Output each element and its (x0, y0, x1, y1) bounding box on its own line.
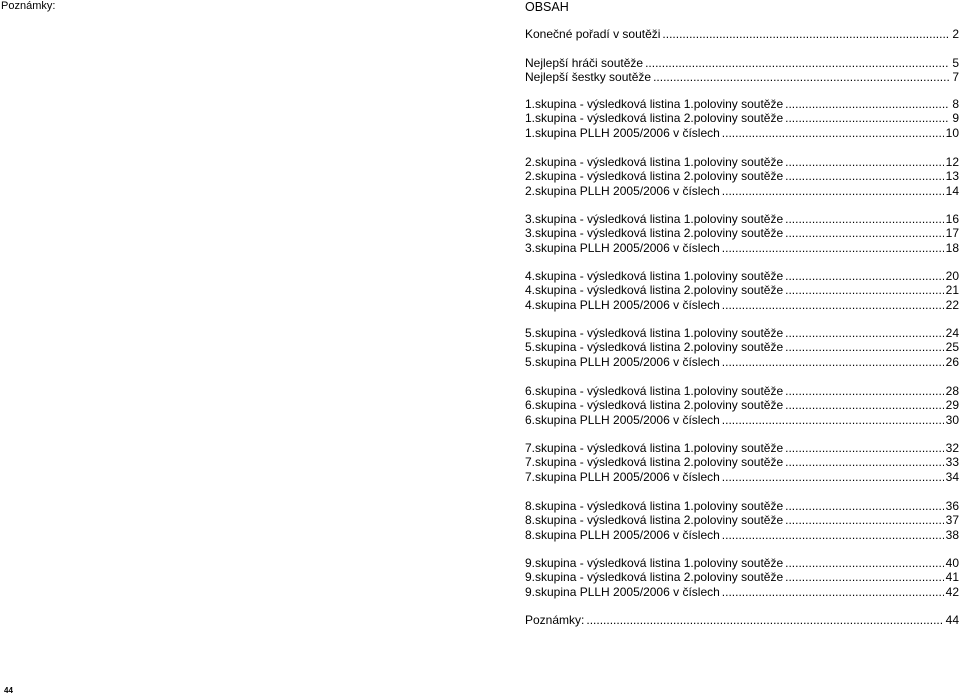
toc-entry-page: 13 (945, 169, 959, 184)
toc-entry-page: 42 (945, 584, 959, 599)
toc-entry-label: 8.skupina - výsledková listina 1.poloviny soutěže (525, 499, 784, 513)
toc-entry[interactable] (525, 556, 959, 570)
toc-entry-page: 29 (945, 398, 959, 413)
toc-leader-dots (662, 27, 949, 41)
toc-entry-label: 2.skupina - výsledková listina 2.poloviny soutěže (525, 169, 784, 184)
toc-entry-label: 6.skupina - výsledková listina 2.poloviny soutěže (525, 398, 784, 413)
toc-entry-label: 4.skupina - výsledková listina 1.poloviny soutěže (525, 269, 784, 283)
notes-label: Poznámky: (1, 0, 56, 12)
toc-entry-page: 21 (945, 283, 959, 298)
toc-entry-label: 2.skupina PLLH 2005/2006 v číslech (525, 183, 720, 198)
toc-entry-label: 4.skupina PLLH 2005/2006 v číslech (525, 297, 720, 312)
toc-entry[interactable] (525, 70, 959, 84)
toc-entry-label: 1.skupina PLLH 2005/2006 v číslech (525, 125, 720, 140)
toc-entry[interactable] (525, 241, 959, 255)
toc-entry[interactable] (525, 169, 959, 183)
toc-title: OBSAH (525, 0, 569, 14)
toc-entry-page: 36 (945, 499, 959, 513)
toc-entry[interactable] (525, 499, 959, 513)
toc-leader-dots (785, 226, 944, 240)
toc-entry-page: 30 (945, 412, 959, 427)
toc-entry[interactable] (525, 355, 959, 369)
toc-entry[interactable] (525, 585, 959, 599)
toc-leader-dots (785, 169, 944, 183)
toc-entry-label: 3.skupina PLLH 2005/2006 v číslech (525, 240, 720, 255)
toc-entry-label: 9.skupina - výsledková listina 2.poloviny soutěže (525, 570, 784, 585)
toc-leader-dots (722, 528, 944, 542)
toc-entry-page: 33 (945, 455, 959, 470)
toc-entry[interactable] (525, 528, 959, 542)
toc-entry[interactable] (525, 326, 959, 340)
toc-entry-page: 37 (945, 513, 959, 528)
toc-entry-label: 6.skupina - výsledková listina 1.poloviny soutěže (525, 384, 784, 398)
toc-entry[interactable] (525, 613, 959, 627)
toc-entry[interactable] (525, 298, 959, 312)
toc-leader-dots (785, 111, 949, 125)
toc-entry[interactable] (525, 470, 959, 484)
toc-entry[interactable] (525, 27, 959, 41)
toc-entry-page: 7 (952, 70, 959, 85)
toc-entry-label: 5.skupina - výsledková listina 1.poloviny soutěže (525, 326, 784, 340)
toc-leader-dots (722, 585, 944, 599)
toc-entry-page: 17 (945, 226, 959, 241)
toc-entry[interactable] (525, 441, 959, 455)
toc-entry[interactable] (525, 184, 959, 198)
toc-entry-label: Nejlepší šestky soutěže (525, 70, 652, 85)
toc-leader-dots (785, 499, 944, 513)
toc-leader-dots (785, 212, 944, 226)
toc-entry-page: 2 (952, 27, 959, 41)
toc-entry-page: 40 (945, 556, 959, 570)
toc-entry[interactable] (525, 126, 959, 140)
toc-entry[interactable] (525, 513, 959, 527)
toc-entry-label: 8.skupina PLLH 2005/2006 v číslech (525, 527, 720, 542)
toc-leader-dots (586, 613, 943, 627)
toc-leader-dots (785, 384, 944, 398)
toc-entry-page: 14 (945, 183, 959, 198)
toc-entry-label: 7.skupina PLLH 2005/2006 v číslech (525, 469, 720, 484)
toc-entry-label: 5.skupina PLLH 2005/2006 v číslech (525, 354, 720, 369)
toc-entry-page: 44 (945, 613, 959, 627)
toc-leader-dots (722, 470, 944, 484)
toc-entry-page: 8 (952, 97, 959, 111)
toc-entry-page: 18 (945, 240, 959, 255)
toc-entry-label: 9.skupina PLLH 2005/2006 v číslech (525, 584, 720, 599)
toc-entry[interactable] (525, 340, 959, 354)
toc-entry-page: 22 (945, 297, 959, 312)
toc-entry-label: 1.skupina - výsledková listina 2.poloviny soutěže (525, 111, 784, 126)
toc-entry-label: 7.skupina - výsledková listina 2.poloviny soutěže (525, 455, 784, 470)
toc-leader-dots (645, 56, 949, 70)
toc-entry-label: 7.skupina - výsledková listina 1.poloviny soutěže (525, 441, 784, 455)
page-number: 44 (4, 686, 13, 695)
toc-entry-page: 25 (945, 340, 959, 355)
toc-leader-dots (722, 413, 944, 427)
toc-entry-page: 20 (945, 269, 959, 283)
toc-leader-dots (785, 398, 944, 412)
toc-entry-page: 34 (945, 469, 959, 484)
toc-leader-dots (722, 241, 944, 255)
toc-entry[interactable] (525, 111, 959, 125)
toc-entry-label: 4.skupina - výsledková listina 2.poloviny soutěže (525, 283, 784, 298)
toc-entry-label: 3.skupina - výsledková listina 2.poloviny soutěže (525, 226, 784, 241)
toc-leader-dots (785, 269, 944, 283)
toc-entry[interactable] (525, 398, 959, 412)
toc-entry-page: 24 (945, 326, 959, 340)
toc-leader-dots (785, 283, 944, 297)
toc-entry-label: Poznámky: (525, 613, 585, 627)
toc-entry-page: 9 (952, 111, 959, 126)
toc-entry-label: 5.skupina - výsledková listina 2.poloviny soutěže (525, 340, 784, 355)
toc-leader-dots (722, 355, 944, 369)
toc-leader-dots (785, 155, 944, 169)
toc-entry-label: 2.skupina - výsledková listina 1.poloviny soutěže (525, 155, 784, 169)
toc-entry-label: Konečné pořadí v soutěži (525, 27, 661, 41)
toc-entry-page: 10 (945, 125, 959, 140)
toc-entry-page: 38 (945, 527, 959, 542)
toc-leader-dots (785, 556, 944, 570)
toc-entry-label: 6.skupina PLLH 2005/2006 v číslech (525, 412, 720, 427)
toc-leader-dots (653, 70, 949, 84)
toc-entry-page: 41 (945, 570, 959, 585)
toc-entry-label: 1.skupina - výsledková listina 1.poloviny soutěže (525, 97, 784, 111)
toc-entry-label: 3.skupina - výsledková listina 1.poloviny soutěže (525, 212, 784, 226)
toc-entry-page: 12 (945, 155, 959, 169)
toc-entry[interactable] (525, 384, 959, 398)
toc-entry[interactable] (525, 155, 959, 169)
toc-leader-dots (785, 326, 944, 340)
toc-leader-dots (785, 97, 949, 111)
toc-entry-label: 9.skupina - výsledková listina 1.poloviny soutěže (525, 556, 784, 570)
toc-entry-page: 28 (945, 384, 959, 398)
toc-leader-dots (722, 126, 944, 140)
toc-entry[interactable] (525, 56, 959, 70)
toc-leader-dots (785, 441, 944, 455)
toc-entry-page: 16 (945, 212, 959, 226)
toc-leader-dots (722, 184, 944, 198)
toc-entry[interactable] (525, 212, 959, 226)
toc-entry[interactable] (525, 226, 959, 240)
toc-entry-label: Nejlepší hráči soutěže (525, 56, 644, 70)
toc-entry[interactable] (525, 97, 959, 111)
toc-leader-dots (722, 298, 944, 312)
toc-entry[interactable] (525, 283, 959, 297)
toc-entry[interactable] (525, 570, 959, 584)
toc-entry[interactable] (525, 455, 959, 469)
toc-leader-dots (785, 513, 944, 527)
toc-entry[interactable] (525, 413, 959, 427)
toc-entry-page: 5 (952, 56, 959, 70)
toc-leader-dots (785, 570, 944, 584)
toc-entry-page: 32 (945, 441, 959, 455)
toc-leader-dots (785, 340, 944, 354)
toc-entry-label: 8.skupina - výsledková listina 2.poloviny soutěže (525, 513, 784, 528)
toc-leader-dots (785, 455, 944, 469)
toc-entry[interactable] (525, 269, 959, 283)
toc-entry-page: 26 (945, 354, 959, 369)
